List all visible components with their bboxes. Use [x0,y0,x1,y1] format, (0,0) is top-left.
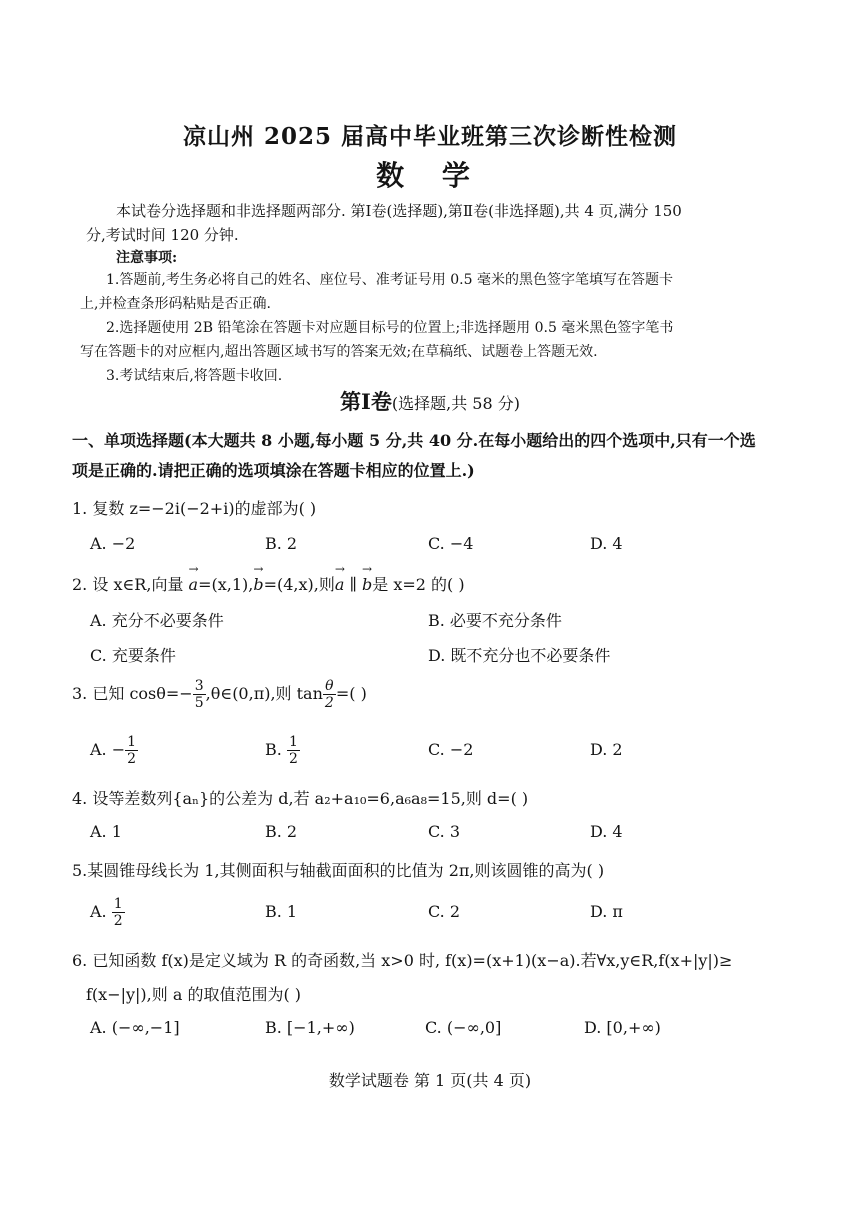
numerator: 1 [127,734,137,750]
vector-a: → a [335,575,345,594]
q6-stem-a: 6. 已知函数 f(x)是定义域为 R 的奇函数,当 x>0 时, f(x)=(x+1)(x−a).若∀x,y∈R,f(x+|y|)≥ [72,951,733,970]
q6-option-b: B. [−1,+∞) [265,1018,355,1037]
denominator: 5 [194,695,204,711]
subject-title: 数 学 [376,159,484,192]
q4-option-b: B. 2 [265,822,298,841]
intro-line-1: 本试卷分选择题和非选择题两部分. 第Ⅰ卷(选择题),第Ⅱ卷(非选择题),共 4 页,满分 150 [116,202,682,220]
vector-b: → b [362,575,372,594]
denominator: 2 [324,695,334,711]
note-3: 3.考试结束后,将答题卡收回. [106,368,283,384]
q2-stem-d: 是 x=2 的( ) [372,575,465,594]
section-subtitle: (选择题,共 58 分) [391,394,520,413]
part1-instruction-b: 项是正确的.请把正确的选项填涂在答题卡相应的位置上.) [72,461,475,480]
q4-option-a: A. 1 [90,822,122,841]
q3-option-d: D. 2 [590,740,623,759]
note-2a: 2.选择题使用 2B 铅笔涂在答题卡对应题目标号的位置上;非选择题用 0.5 毫米黑色签字笔书 [106,320,674,336]
note-2b: 写在答题卡的对应框内,超出答题区域书写的答案无效;在草稿纸、试题卷上答题无效. [80,344,598,360]
section-heading [0,386,860,416]
q1-option-d: D. 4 [590,534,623,553]
q1-stem: 1. 复数 z=−2i(−2+i)的虚部为( ) [72,499,317,518]
q2-stem-b: =(x,1), [198,575,254,594]
numerator: θ [323,678,336,695]
q5-option-c: C. 2 [428,902,461,921]
q2-stem-a: 2. 设 x∈R,向量 [72,575,189,594]
denominator: 2 [127,751,137,767]
exam-title: 凉山州 2025 届高中毕业班第三次诊断性检测 [182,123,678,150]
q3-option-a [90,734,138,767]
numerator: 3 [194,678,204,694]
q4-option-d: D. 4 [590,822,623,841]
q1-option-b: B. 2 [265,534,298,553]
fraction [323,678,336,711]
q1-option-c: C. −4 [428,534,474,553]
q6-option-d: D. [0,+∞) [584,1018,661,1037]
denominator: 2 [113,913,123,929]
option-label: A. [90,902,112,921]
q2-option-b: B. 必要不充分条件 [428,611,562,630]
q6-option-a: A. (−∞,−1] [90,1018,180,1037]
q4-stem: 4. 设等差数列{aₙ}的公差为 d,若 a₂+a₁₀=6,a₆a₈=15,则 d=( ) [72,789,529,808]
q4-option-c: C. 3 [428,822,461,841]
notes-title: 注意事项: [116,250,178,266]
q5-option-a [90,896,125,929]
q2-stem [72,572,465,595]
option-label: A. − [90,740,126,759]
q3-stem [72,678,367,711]
section-title: 第Ⅰ卷 [340,389,392,414]
page-footer: 数学试题卷 第 1 页(共 4 页) [328,1071,532,1090]
vector-b: → b [253,575,263,594]
q5-option-d: D. π [590,902,623,921]
q2-option-c: C. 充要条件 [90,646,176,665]
option-label: B. [265,740,287,759]
q1-option-a: A. −2 [90,534,136,553]
parallel-symbol: ∥ [344,575,362,594]
q6-option-c: C. (−∞,0] [425,1018,502,1037]
q3-stem-b: ,θ∈(0,π),则 tan [205,684,323,703]
denominator: 2 [288,751,298,767]
fraction [193,678,206,711]
note-1a: 1.答题前,考生务必将自己的姓名、座位号、准考证号用 0.5 毫米的黑色签字笔填写在答题卡 [106,272,673,288]
numerator: 1 [288,734,298,750]
q5-option-b: B. 1 [265,902,298,921]
fraction [112,896,125,929]
q2-option-a: A. 充分不必要条件 [90,611,224,630]
q5-stem: 5.某圆锥母线长为 1,其侧面积与轴截面面积的比值为 2π,则该圆锥的高为( ) [72,861,605,880]
numerator: 1 [113,896,123,912]
part1-instruction-a: 一、单项选择题(本大题共 8 小题,每小题 5 分,共 40 分.在每小题给出的四个选项中,只有一个选 [72,431,756,450]
vector-a: → a [189,575,199,594]
fraction [125,734,138,767]
note-1b: 上,并检查条形码粘贴是否正确. [80,296,271,312]
intro-line-2: 分,考试时间 120 分钟. [86,226,239,244]
fraction [287,734,300,767]
q3-option-c: C. −2 [428,740,474,759]
q3-stem-a: 3. 已知 cosθ=− [72,684,193,703]
q3-option-b [265,734,300,767]
q6-stem-b: f(x−|y|),则 a 的取值范围为( ) [86,985,302,1004]
q3-stem-c: =( ) [335,684,367,703]
q2-stem-c: =(4,x),则 [263,575,335,594]
q2-option-d: D. 既不充分也不必要条件 [428,646,611,665]
